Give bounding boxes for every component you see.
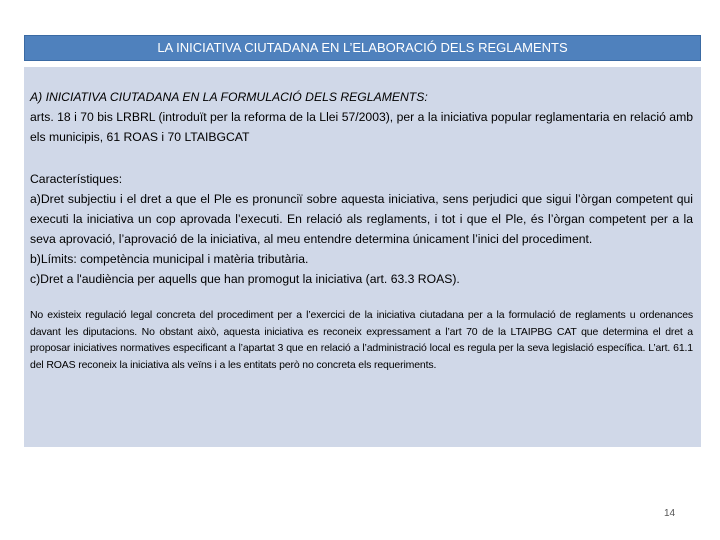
characteristic-item-a: a)Dret subjectiu i el dret a que el Ple es pronunciï sobre aquesta iniciativa, sens perjudici que sigui l’òrgan competent qui executi la iniciativa un cop aprovada l’executi. En relació als reglaments, i tot i que el Ple, és l’òrgan competent per a la seva aprovació, l’aprovació de la iniciativa, al meu entendre determina únicament l’inici del procediment. <box>30 192 693 246</box>
characteristic-item-c: c)Dret a l'audiència per aquells que han promogut la iniciativa (art. 63.3 ROAS). <box>30 272 460 286</box>
slide-title: LA INICIATIVA CIUTADANA EN L’ELABORACIÓ DELS REGLAMENTS <box>24 35 701 61</box>
page-number: 14 <box>664 508 676 519</box>
section-a-heading: A) INICIATIVA CIUTADANA EN LA FORMULACIÓ DELS REGLAMENTS: <box>30 90 428 104</box>
content-box <box>24 67 701 447</box>
section-a-body: arts. 18 i 70 bis LRBRL (introduït per la reforma de la Llei 57/2003), per a la iniciativa popular reglamentaria en relació amb els municipis, 61 ROAS i 70 LTAIBGCAT <box>30 110 693 144</box>
section-a <box>30 87 693 147</box>
note-paragraph: No existeix regulació legal concreta del procediment per a l’exercici de la iniciativa ciutadana per a la formulació de reglaments u ordenances davant les diputacions. No obstant això, aquesta iniciativa es reconeix expressament a l’art 70 de la LTAIPBG CAT que determina el dret a proposar iniciatives normatives especificant a l’apartat 3 que en relació a l’administració local es regula per la seva legislació específica. L’art. 61.1 del ROAS reconeix la iniciativa als veïns i a les entitats però no concreta els requeriments. <box>30 309 693 371</box>
characteristic-item-b: b)Límits: competència municipal i matèria tributària. <box>30 252 309 266</box>
characteristics-heading: Característiques: <box>30 172 123 186</box>
characteristics-section <box>30 169 693 289</box>
